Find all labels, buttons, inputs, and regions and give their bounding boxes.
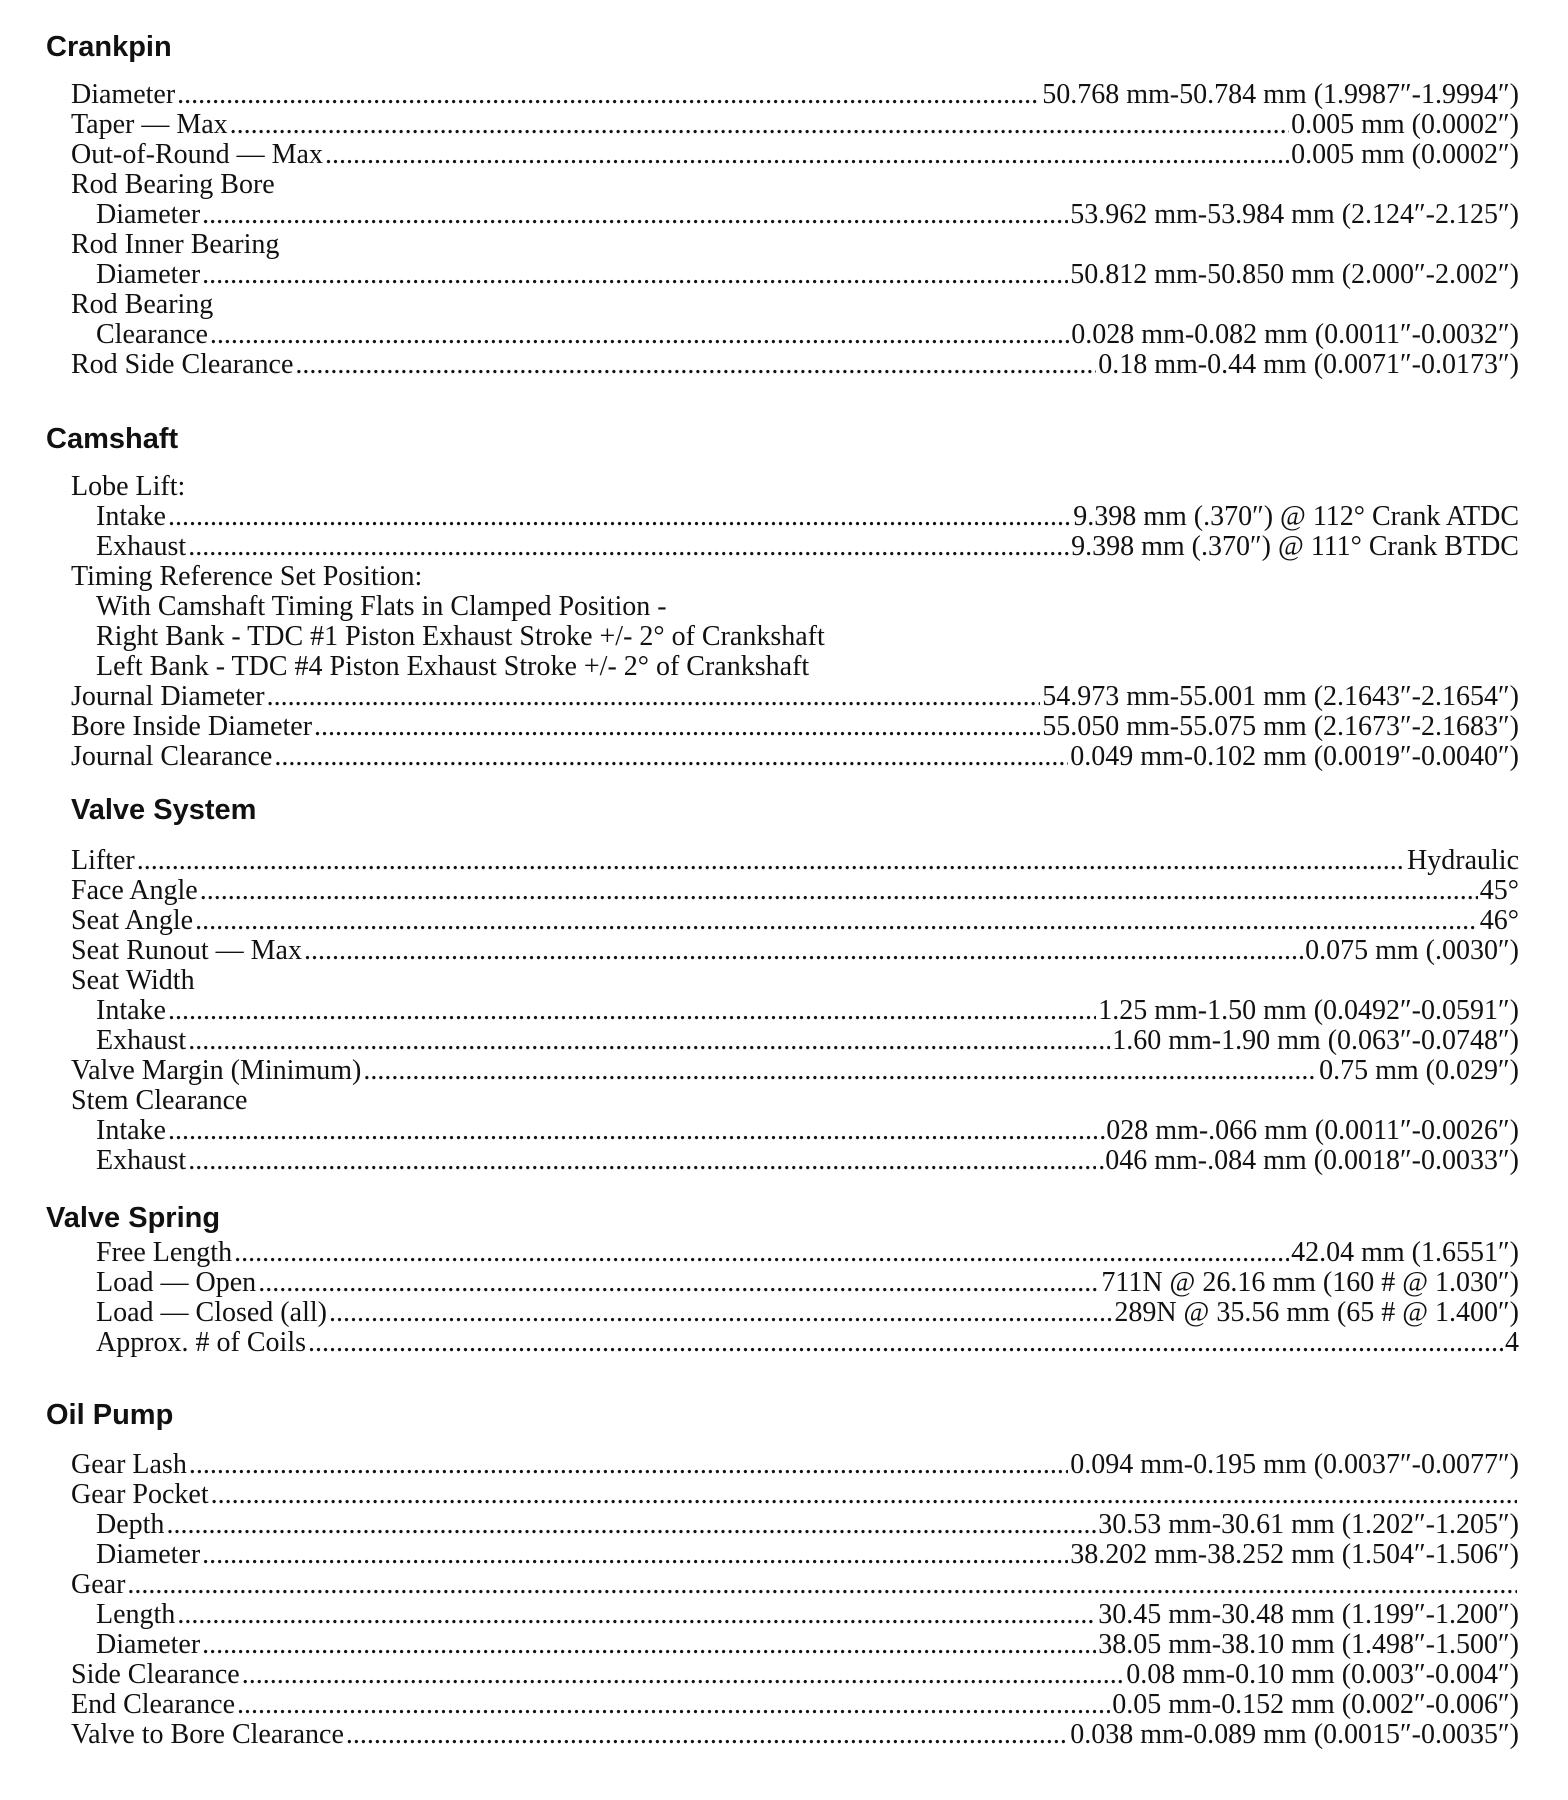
dot-leader [168,502,1071,532]
spec-label: Bore Inside Diameter [71,711,313,742]
spec-group-label: Rod Bearing Bore [71,169,275,200]
spec-value: 0.005 mm (0.0002″) [1291,109,1519,140]
dot-leader [202,200,1068,230]
spec-value: 0.08 mm-0.10 mm (0.003″-0.004″) [1126,1659,1519,1690]
dot-leader [230,110,1289,140]
spec-value: 0.028 mm-0.082 mm (0.0011″-0.0032″) [1071,319,1519,350]
spec-label: Journal Diameter [71,681,265,712]
spec-value: 55.050 mm-55.075 mm (2.1673″-2.1683″) [1042,711,1519,742]
spec-row-lifter [71,846,1519,876]
section-title-valve-system: Valve System [71,794,257,826]
spec-label: Rod Side Clearance [71,349,294,380]
spec-row-gear-length [71,1600,1519,1630]
dot-leader [202,1540,1068,1570]
spec-group-gear-pocket [71,1480,1519,1510]
spec-row-coils [71,1328,1519,1358]
dot-leader [325,140,1289,170]
spec-label: Exhaust [96,1145,187,1176]
spec-row-seat-runout [71,936,1519,966]
section-title-oil-pump: Oil Pump [46,1399,174,1431]
dot-leader [295,350,1096,380]
spec-row-lobe-lift-intake [71,502,1519,532]
spec-value: 4 [1505,1327,1519,1358]
spec-label: Diameter [96,199,201,230]
spec-row-stem-clearance-intake [71,1116,1519,1146]
spec-label: Side Clearance [71,1659,240,1690]
spec-label: Seat Angle [71,905,194,936]
dot-leader [267,682,1041,712]
spec-row-stem-clearance-exhaust [71,1146,1519,1176]
spec-row-gear-pocket-diameter [71,1540,1519,1570]
spec-label: Load — Closed (all) [96,1297,327,1328]
spec-value: .028 mm-.066 mm (0.0011″-0.0026″) [1099,1115,1519,1146]
dot-leader [168,1116,1097,1146]
spec-row-rod-bearing-bore-diameter [71,200,1519,230]
spec-label: Diameter [96,259,201,290]
spec-value: 0.075 mm (.0030″) [1305,935,1519,966]
spec-row-seat-angle [71,906,1519,936]
spec-group-label: Rod Bearing [71,289,214,320]
spec-row-gear-pocket-depth [71,1510,1519,1540]
spec-row-crankpin-taper [71,110,1519,140]
spec-value: 42.04 mm (1.6551″) [1291,1237,1519,1268]
spec-label: Lifter [71,845,135,876]
spec-value: 46° [1479,905,1519,936]
dot-leader [211,1480,1517,1510]
section-title-camshaft: Camshaft [46,423,179,455]
spec-group-label: Stem Clearance [71,1085,248,1116]
section-title-valve-spring: Valve Spring [46,1202,221,1234]
spec-label: Gear Pocket [71,1479,209,1510]
spec-group-label: Timing Reference Set Position: [71,561,423,592]
dot-leader [168,996,1096,1026]
timing-note-line: Right Bank - TDC #1 Piston Exhaust Stroke +/- 2° of Crankshaft [96,621,825,652]
spec-row-load-closed [71,1298,1519,1328]
spec-row-seat-width-intake [71,996,1519,1026]
spec-value: 50.812 mm-50.850 mm (2.000″-2.002″) [1070,259,1519,290]
dot-leader [177,80,1040,110]
spec-label: End Clearance [71,1689,236,1720]
dot-leader [137,846,1405,876]
spec-row-seat-width-exhaust [71,1026,1519,1056]
spec-value: 38.202 mm-38.252 mm (1.504″-1.506″) [1070,1539,1519,1570]
dot-leader [237,1690,1110,1720]
spec-row-crankpin-out-of-round [71,140,1519,170]
spec-value: 1.60 mm-1.90 mm (0.063″-0.0748″) [1112,1025,1519,1056]
dot-leader [346,1720,1068,1750]
spec-row-side-clearance [71,1660,1519,1690]
spec-label: Diameter [96,1629,201,1660]
spec-label: Journal Clearance [71,741,273,772]
spec-group-label: Lobe Lift: [71,471,186,502]
dot-leader [304,936,1303,966]
spec-row-rod-side-clearance [71,350,1519,380]
spec-value: 0.75 mm (0.029″) [1319,1055,1519,1086]
dot-leader [242,1660,1125,1690]
spec-label: Length [96,1599,176,1630]
spec-value: 30.45 mm-30.48 mm (1.199″-1.200″) [1098,1599,1519,1630]
spec-label: Taper — Max [71,109,228,140]
spec-label: Load — Open [96,1267,257,1298]
spec-row-face-angle [71,876,1519,906]
section-title-crankpin: Crankpin [46,31,172,63]
spec-value: 9.398 mm (.370″) @ 112° Crank ATDC [1073,501,1519,532]
spec-value: 30.53 mm-30.61 mm (1.202″-1.205″) [1098,1509,1519,1540]
spec-label: Exhaust [96,1025,187,1056]
spec-value: 0.049 mm-0.102 mm (0.0019″-0.0040″) [1070,741,1519,772]
spec-group-gear [71,1570,1519,1600]
dot-leader [202,1630,1096,1660]
dot-leader [188,532,1069,562]
spec-row-valve-margin [71,1056,1519,1086]
spec-label: Exhaust [96,531,187,562]
spec-row-valve-to-bore-clearance [71,1720,1519,1750]
dot-leader [329,1298,1112,1328]
dot-leader [314,712,1040,742]
spec-label: Diameter [96,1539,201,1570]
dot-leader [177,1600,1096,1630]
spec-group-label: Seat Width [71,965,195,996]
dot-leader [188,1146,1096,1176]
spec-value: 289N @ 35.56 mm (65 # @ 1.400″) [1114,1297,1519,1328]
spec-row-lobe-lift-exhaust [71,532,1519,562]
spec-value: 9.398 mm (.370″) @ 111° Crank BTDC [1071,531,1519,562]
spec-row-rod-bearing-clearance [71,320,1519,350]
spec-label: Intake [96,501,166,532]
spec-row-journal-clearance [71,742,1519,772]
spec-label: Free Length [96,1237,233,1268]
spec-label: Intake [96,1115,166,1146]
spec-row-gear-lash [71,1450,1519,1480]
spec-row-crankpin-diameter [71,80,1519,110]
spec-label: Face Angle [71,875,198,906]
spec-label: Valve Margin (Minimum) [71,1055,362,1086]
dot-leader [166,1510,1096,1540]
spec-row-load-open [71,1268,1519,1298]
spec-value: .046 mm-.084 mm (0.0018″-0.0033″) [1098,1145,1519,1176]
spec-label: Approx. # of Coils [96,1327,306,1358]
dot-leader [188,1026,1110,1056]
dot-leader [258,1268,1099,1298]
spec-value: 53.962 mm-53.984 mm (2.124″-2.125″) [1070,199,1519,230]
dot-leader [234,1238,1289,1268]
spec-label: Diameter [71,79,176,110]
spec-value: 45° [1479,875,1519,906]
dot-leader [195,906,1478,936]
spec-row-free-length [71,1238,1519,1268]
spec-label: Clearance [96,319,208,350]
dot-leader [308,1328,1503,1358]
dot-leader [202,260,1068,290]
dot-leader [363,1056,1317,1086]
spec-label: Valve to Bore Clearance [71,1719,344,1750]
spec-label: Out-of-Round — Max [71,139,323,170]
spec-value: 50.768 mm-50.784 mm (1.9987″-1.9994″) [1042,79,1519,110]
spec-label: Intake [96,995,166,1026]
spec-row-bore-inside-diameter [71,712,1519,742]
spec-row-gear-diameter [71,1630,1519,1660]
spec-value: 0.005 mm (0.0002″) [1291,139,1519,170]
spec-label: Seat Runout — Max [71,935,302,966]
spec-row-rod-inner-bearing-diameter [71,260,1519,290]
spec-row-journal-diameter [71,682,1519,712]
timing-note-line: With Camshaft Timing Flats in Clamped Position - [96,591,667,622]
dot-leader [200,876,1478,906]
spec-value: 54.973 mm-55.001 mm (2.1643″-2.1654″) [1042,681,1519,712]
spec-value: 711N @ 26.16 mm (160 # @ 1.030″) [1101,1267,1519,1298]
spec-value: 0.18 mm-0.44 mm (0.0071″-0.0173″) [1098,349,1519,380]
dot-leader [274,742,1068,772]
spec-row-end-clearance [71,1690,1519,1720]
spec-group-label: Rod Inner Bearing [71,229,280,260]
spec-value: 38.05 mm-38.10 mm (1.498″-1.500″) [1098,1629,1519,1660]
dot-leader [189,1450,1068,1480]
spec-label: Gear [71,1569,126,1600]
dot-leader [210,320,1069,350]
spec-value: 0.038 mm-0.089 mm (0.0015″-0.0035″) [1070,1719,1519,1750]
spec-label: Gear Lash [71,1449,187,1480]
spec-value: 1.25 mm-1.50 mm (0.0492″-0.0591″) [1098,995,1519,1026]
dot-leader [127,1570,1517,1600]
timing-note-line: Left Bank - TDC #4 Piston Exhaust Stroke +/- 2° of Crankshaft [96,651,810,682]
spec-value: 0.05 mm-0.152 mm (0.002″-0.006″) [1112,1689,1519,1720]
spec-value: 0.094 mm-0.195 mm (0.0037″-0.0077″) [1070,1449,1519,1480]
spec-value: Hydraulic [1407,845,1519,876]
spec-label: Depth [96,1509,165,1540]
